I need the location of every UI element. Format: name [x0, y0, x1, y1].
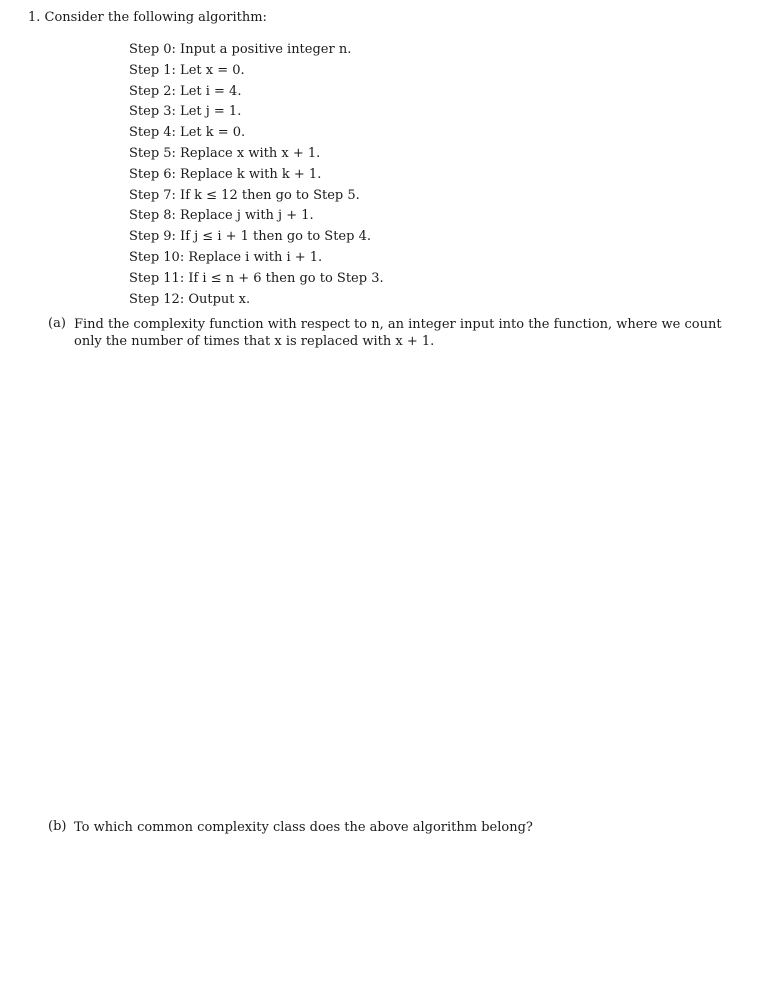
algorithm-step: Step 4: Let k = 0. — [129, 125, 246, 141]
question-part-b — [48, 819, 724, 836]
algorithm-step: Step 9: If j ≤ i + 1 then go to Step 4. — [129, 229, 371, 245]
algorithm-steps — [129, 40, 384, 310]
part-b-text: To which common complexity class does the above algorithm belong? — [74, 820, 533, 835]
algorithm-step: Step 2: Let i = 4. — [129, 83, 242, 99]
algorithm-step: Step 10: Replace i with i + 1. — [129, 249, 323, 265]
part-a-label: (a) — [48, 316, 66, 331]
part-b-label: (b) — [48, 819, 67, 834]
algorithm-step: Step 7: If k ≤ 12 then go to Step 5. — [129, 187, 360, 203]
problem-heading: 1. Consider the following algorithm: — [28, 10, 267, 25]
algorithm-step: Step 8: Replace j with j + 1. — [129, 208, 314, 224]
part-a-text: Find the complexity function with respect to n, an integer input into the function, where we count only the number of times that x is replaced with x + 1. — [74, 317, 722, 349]
algorithm-step: Step 0: Input a positive integer n. — [129, 42, 352, 57]
algorithm-step: Step 3: Let j = 1. — [129, 104, 242, 120]
question-part-a — [48, 316, 724, 350]
algorithm-step: Step 6: Replace k with k + 1. — [129, 166, 322, 182]
algorithm-step: Step 1: Let x = 0. — [129, 62, 245, 78]
algorithm-step: Step 11: If i ≤ n + 6 then go to Step 3. — [129, 270, 384, 286]
algorithm-step: Step 12: Output x. — [129, 291, 251, 307]
algorithm-step: Step 5: Replace x with x + 1. — [129, 145, 321, 161]
